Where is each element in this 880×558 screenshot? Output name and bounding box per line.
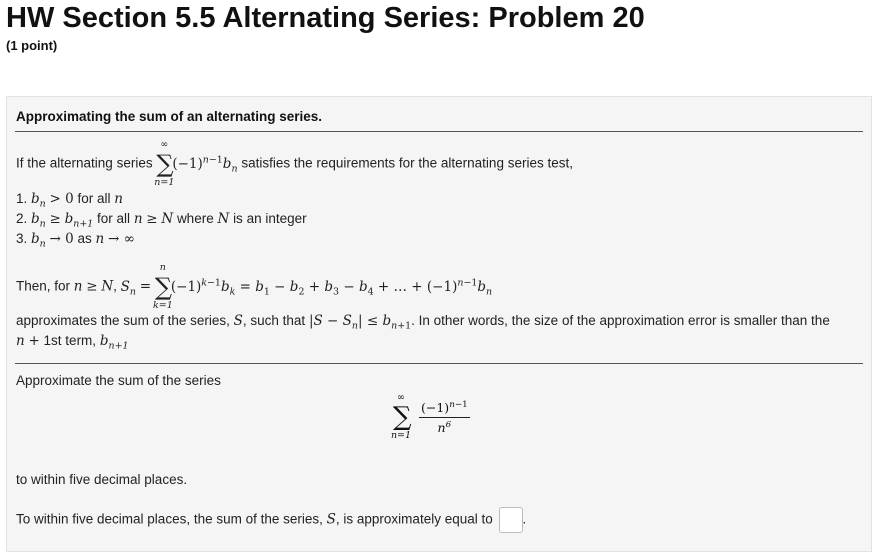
- approximation-line-1: approximates the sum of the series, S, such that $|S - S_n| \le b_{n+1}$. In other words, the size of the approximation error is smaller than the: [16, 313, 830, 332]
- condition-2: 2. $b_n \ge b_{n+1}$ for all n ≥ N where N is an integer: [16, 211, 307, 230]
- partial-sum-line: Then, for n ≥ N, $S_n$ = ∑ n k=1 $(-1)^{k-1}b_k = b_1 - b_2 + b_3 - b_4$ + … + $(-1)^{n-1}b_n$: [16, 262, 493, 311]
- final-prompt: To within five decimal places, the sum of the series, S, is approximately equal to .: [16, 507, 526, 533]
- condition-1: 1. $b_n > 0$ for all n: [16, 191, 123, 210]
- condition-2-text: for all: [97, 211, 131, 226]
- approx-such: , such that: [242, 313, 306, 328]
- problem-heading: Approximating the sum of an alternating series.: [16, 109, 323, 124]
- fraction-numerator: $(-1)^{n-1}$: [419, 400, 470, 418]
- page-title: HW Section 5.5 Alternating Series: Problem 20: [6, 2, 645, 34]
- series-display: [390, 392, 412, 441]
- condition-3-text: as: [77, 231, 92, 246]
- condition-1-text: for all: [77, 191, 111, 206]
- section-divider: [15, 363, 863, 364]
- final-prompt-before: To within five decimal places, the sum of the series,: [16, 511, 323, 527]
- partial-sum-symbol: ∑ n k=1: [152, 262, 173, 311]
- intro-line: [16, 139, 573, 188]
- series-term: $(-1)^{n-1}b_n$: [172, 154, 238, 175]
- series-fraction: [419, 400, 470, 435]
- condition-2-tail: is an integer: [233, 211, 307, 226]
- intro-text-after: satisfies the requirements for the alternating series test,: [241, 155, 573, 171]
- problem-panel: [6, 96, 872, 552]
- then-text: Then, for: [16, 278, 71, 294]
- answer-input[interactable]: [499, 507, 523, 533]
- final-prompt-after: , is approximately equal to: [335, 511, 493, 527]
- partial-sum-expression: $(-1)^{k-1}b_k = b_1 - b_2 + b_3 - b_4$ + … + $(-1)^{n-1}b_n$: [170, 277, 493, 298]
- intro-text-before: If the alternating series: [16, 155, 153, 171]
- heading-divider: [15, 131, 863, 132]
- fraction-denominator: $n^6$: [437, 419, 452, 435]
- five-places-text: to within five decimal places.: [16, 472, 188, 487]
- approximate-instruction: Approximate the sum of the series: [16, 373, 221, 388]
- condition-2-where: where: [176, 211, 214, 226]
- series-sum-symbol: ∑ ∞ n=1: [390, 392, 412, 441]
- approx-text-2: 1st term,: [43, 333, 97, 348]
- approximation-line-2: n + 1st term, $b_{n+1}$: [16, 333, 129, 352]
- approx-tail: . In other words, the size of the approximation error is smaller than the: [411, 313, 830, 328]
- approx-text-1: approximates the sum of the series,: [16, 313, 230, 328]
- sum-symbol: ∑ ∞ n=1: [154, 139, 175, 188]
- condition-3: 3. $b_n \to 0$ as n → ∞: [16, 231, 135, 250]
- point-value: (1 point): [6, 38, 58, 53]
